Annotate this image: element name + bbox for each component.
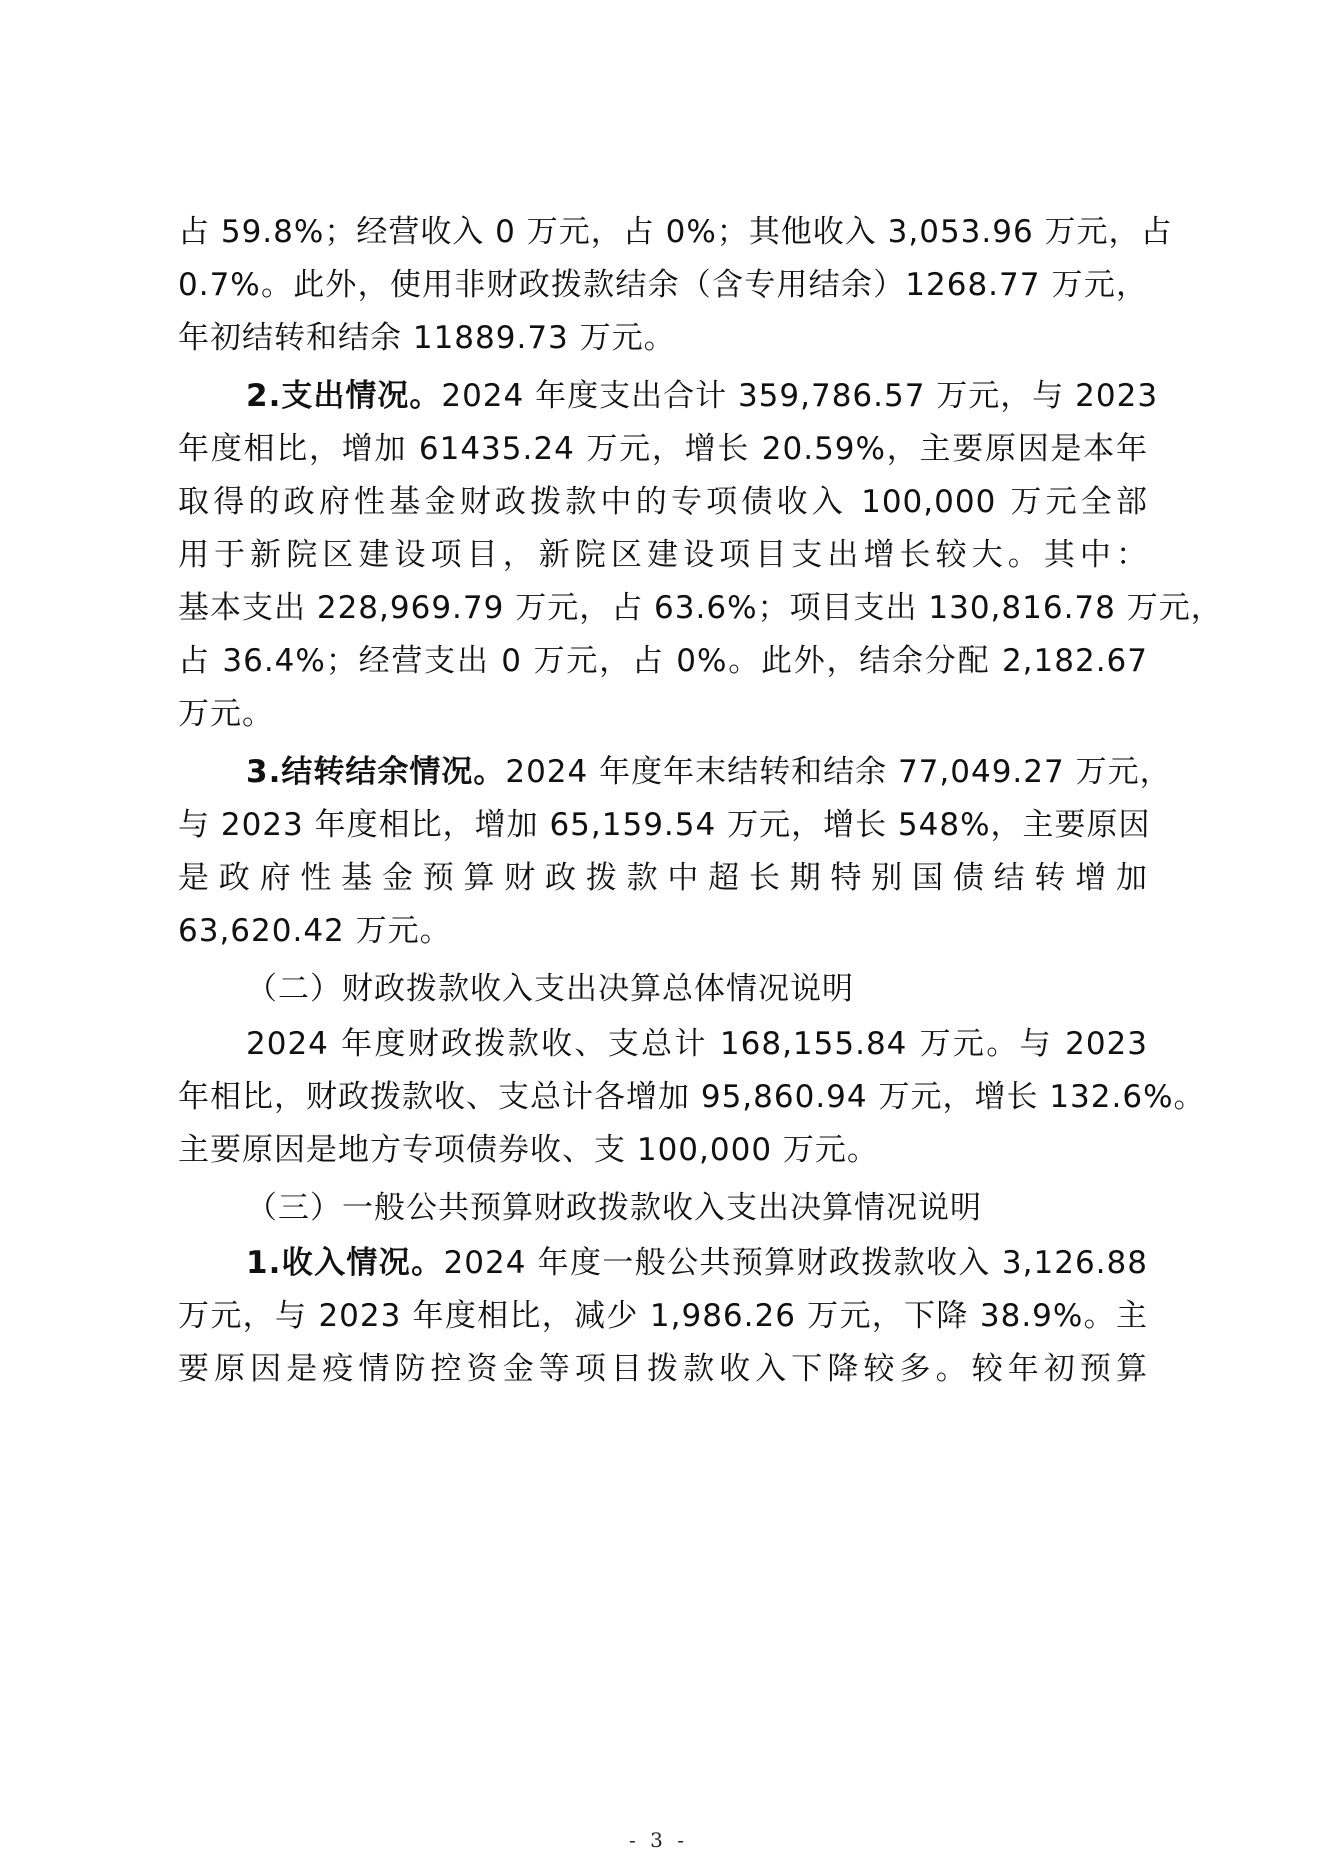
paragraph-line: 主要原因是地方专项债券收、支 100,000 万元。 bbox=[178, 1132, 879, 1168]
paragraph-line: 2.支出情况。2024 年度支出合计 359,786.57 万元，与 2023 bbox=[246, 378, 1159, 414]
paragraph-line: 0.7%。此外，使用非财政拨款结余（含专用结余）1268.77 万元， bbox=[178, 267, 1148, 303]
paragraph-line: 年初结转和结余 11889.73 万元。 bbox=[178, 320, 676, 356]
paragraph-line: 年度相比，增加 61435.24 万元，增长 20.59%，主要原因是本年 bbox=[178, 431, 1148, 467]
paragraph-line: 63,620.42 万元。 bbox=[178, 913, 452, 949]
paragraph-line: 要原因是疫情防控资金等项目拨款收入下降较多。较年初预算 bbox=[178, 1351, 1148, 1387]
section-heading: 2.支出情况。 bbox=[246, 378, 442, 414]
paragraph-line: 取得的政府性基金财政拨款中的专项债收入 100,000 万元全部 bbox=[178, 484, 1148, 520]
section-heading: 1.收入情况。 bbox=[246, 1245, 444, 1281]
paragraph-line: 年相比，财政拨款收、支总计各增加 95,860.94 万元，增长 132.6%。 bbox=[178, 1079, 1206, 1115]
paragraph-line: 基本支出 228,969.79 万元，占 63.6%；项目支出 130,816.78 万元， bbox=[178, 590, 1223, 626]
paragraph-line: 2024 年度财政拨款收、支总计 168,155.84 万元。与 2023 bbox=[246, 1026, 1148, 1062]
paragraph-line: 万元，与 2023 年度相比，减少 1,986.26 万元，下降 38.9%。主 bbox=[178, 1298, 1148, 1334]
paragraph-line: 是政府性基金预算财政拨款中超长期特别国债结转增加 bbox=[178, 860, 1148, 896]
page-number: - 3 - bbox=[629, 1828, 688, 1852]
paragraph-line: 与 2023 年度相比，增加 65,159.54 万元，增长 548%，主要原因 bbox=[178, 807, 1151, 843]
section-heading: 3.结转结余情况。 bbox=[246, 754, 506, 790]
paragraph-line: 3.结转结余情况。2024 年度年末结转和结余 77,049.27 万元， bbox=[246, 754, 1172, 790]
subsection-heading: （二）财政拨款收入支出决算总体情况说明 bbox=[246, 971, 854, 1007]
paragraph-line: 用于新院区建设项目，新院区建设项目支出增长较大。其中： bbox=[178, 537, 1148, 573]
paragraph-line: 占 59.8%；经营收入 0 万元，占 0%；其他收入 3,053.96 万元，占 bbox=[178, 214, 1173, 250]
paragraph-line: 万元。 bbox=[178, 696, 274, 732]
paragraph-line: 占 36.4%；经营支出 0 万元，占 0%。此外，结余分配 2,182.67 bbox=[178, 643, 1148, 679]
paragraph-line: 1.收入情况。2024 年度一般公共预算财政拨款收入 3,126.88 bbox=[246, 1245, 1148, 1281]
subsection-heading: （三）一般公共预算财政拨款收入支出决算情况说明 bbox=[246, 1190, 982, 1226]
